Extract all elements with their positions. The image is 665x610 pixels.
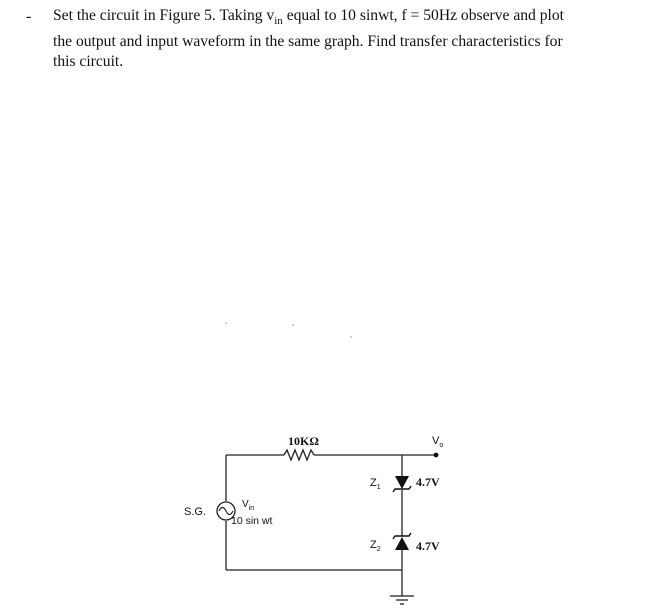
z2-label: $Z_2$ [370, 539, 381, 553]
vin-label: $V_{in}$ [242, 499, 255, 512]
stray-dot [225, 322, 227, 324]
instruction-line-1: Set the circuit in Figure 5. Taking $v_{in}$ equal to 10 sinwt, f = 50Hz observe and plot [53, 7, 564, 28]
vin-subscript: in [274, 15, 283, 28]
zener-diode-z1 [393, 476, 411, 492]
instruction-line-2: the output and input waveform in the same graph. Find transfer characteristics for [53, 32, 563, 50]
z2-value: 4.7V [416, 539, 440, 553]
output-label: $V_o$ [432, 435, 444, 449]
source-expression: 10 sin wt [231, 515, 273, 527]
stray-dot [292, 324, 294, 326]
output-terminal [434, 453, 439, 458]
instruction-line-3: this circuit. [53, 53, 124, 71]
stray-dot [350, 336, 352, 338]
resistor-label: 10KΩ [288, 434, 319, 448]
zener-diode-z2 [393, 533, 411, 550]
resistor-10k [284, 450, 314, 460]
z1-label: $Z_1$ [370, 477, 381, 491]
list-bullet: - [26, 8, 32, 25]
z1-value: 4.7V [416, 475, 440, 489]
source-label: S.G. [184, 506, 207, 518]
